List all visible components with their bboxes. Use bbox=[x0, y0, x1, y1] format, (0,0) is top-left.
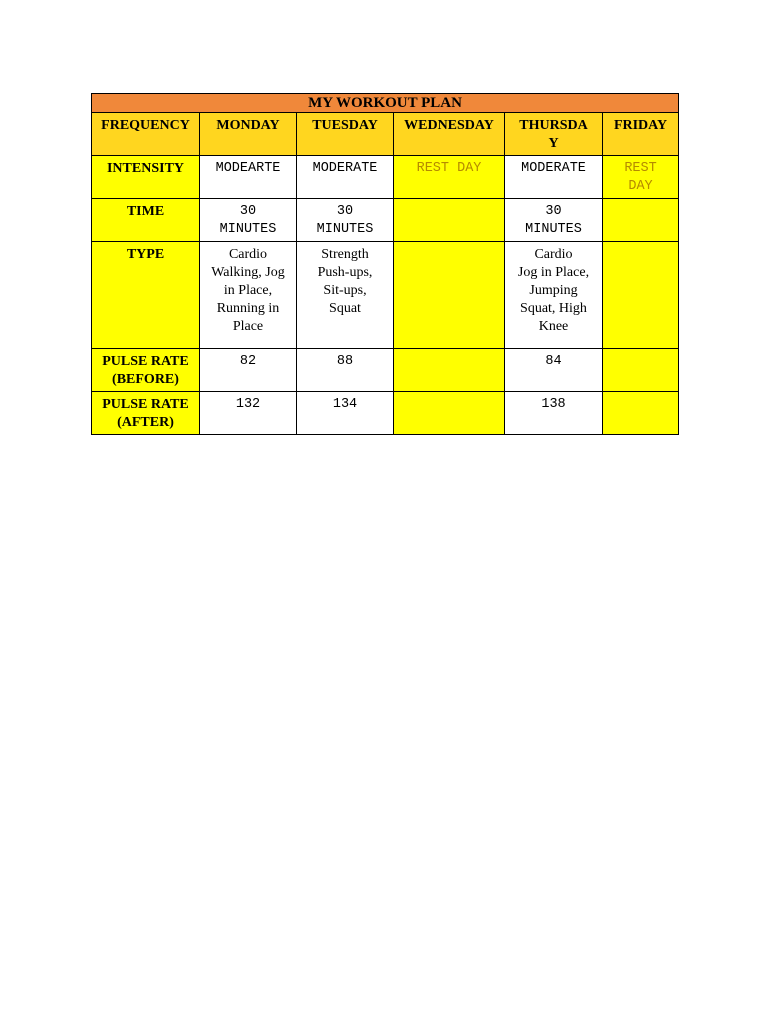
header-row bbox=[92, 113, 679, 156]
type-monday-line: Walking, Jog bbox=[211, 265, 285, 280]
pulse-after-label bbox=[92, 392, 200, 435]
type-row bbox=[92, 242, 679, 349]
type-label: TYPE bbox=[92, 242, 200, 349]
title-row bbox=[92, 94, 679, 113]
time-thursday-line2: MINUTES bbox=[525, 222, 582, 237]
type-thursday-line: Knee bbox=[538, 319, 569, 334]
type-thursday-line: Squat, High bbox=[520, 301, 587, 316]
time-thursday-line1: 30 bbox=[545, 204, 562, 219]
intensity-friday bbox=[603, 156, 679, 199]
header-tuesday: TUESDAY bbox=[297, 113, 394, 156]
header-friday: FRIDAY bbox=[603, 113, 679, 156]
header-wednesday: WEDNESDAY bbox=[394, 113, 505, 156]
table-title: MY WORKOUT PLAN bbox=[92, 94, 679, 113]
pulse-after-tuesday: 134 bbox=[297, 392, 394, 435]
type-monday-line: Place bbox=[232, 319, 264, 334]
header-thursday-line2: Y bbox=[548, 136, 559, 151]
type-monday bbox=[200, 242, 297, 349]
type-thursday-line: Jumping bbox=[529, 283, 578, 298]
time-tuesday bbox=[297, 199, 394, 242]
pulse-after-label-line1: PULSE RATE bbox=[102, 397, 189, 412]
intensity-row bbox=[92, 156, 679, 199]
intensity-tuesday: MODERATE bbox=[297, 156, 394, 199]
type-thursday-line: Cardio bbox=[534, 247, 573, 262]
type-monday-line: in Place, bbox=[223, 283, 273, 298]
pulse-after-thursday: 138 bbox=[505, 392, 603, 435]
pulse-before-monday: 82 bbox=[200, 349, 297, 392]
pulse-before-label bbox=[92, 349, 200, 392]
pulse-before-thursday: 84 bbox=[505, 349, 603, 392]
type-tuesday-line: Strength bbox=[321, 247, 369, 262]
time-friday bbox=[603, 199, 679, 242]
header-thursday bbox=[505, 113, 603, 156]
time-label: TIME bbox=[92, 199, 200, 242]
workout-plan-table bbox=[91, 93, 679, 435]
type-tuesday-line: Squat bbox=[329, 301, 361, 316]
time-tuesday-line1: 30 bbox=[336, 204, 354, 219]
type-wednesday bbox=[394, 242, 505, 349]
type-tuesday-line: Push-ups, bbox=[317, 265, 373, 280]
header-thursday-line1: THURSDA bbox=[519, 118, 588, 133]
time-thursday bbox=[505, 199, 603, 242]
intensity-thursday: MODERATE bbox=[505, 156, 603, 199]
time-monday-line2: MINUTES bbox=[219, 222, 277, 237]
intensity-friday-line1: REST bbox=[624, 161, 657, 176]
time-monday-line1: 30 bbox=[239, 204, 257, 219]
time-row bbox=[92, 199, 679, 242]
type-monday-line: Cardio bbox=[228, 247, 268, 262]
pulse-before-friday bbox=[603, 349, 679, 392]
type-thursday-line: Jog in Place, bbox=[517, 265, 590, 280]
pulse-after-friday bbox=[603, 392, 679, 435]
type-tuesday bbox=[297, 242, 394, 349]
time-tuesday-line2: MINUTES bbox=[316, 222, 374, 237]
pulse-before-tuesday: 88 bbox=[297, 349, 394, 392]
header-monday: MONDAY bbox=[200, 113, 297, 156]
pulse-before-wednesday bbox=[394, 349, 505, 392]
type-monday-line: Running in bbox=[216, 301, 280, 316]
pulse-after-row bbox=[92, 392, 679, 435]
intensity-monday: MODEARTE bbox=[200, 156, 297, 199]
pulse-before-label-line1: PULSE RATE bbox=[102, 354, 189, 369]
type-thursday bbox=[505, 242, 603, 349]
pulse-after-monday: 132 bbox=[200, 392, 297, 435]
pulse-before-label-line2: (BEFORE) bbox=[112, 372, 179, 387]
pulse-before-row bbox=[92, 349, 679, 392]
pulse-after-label-line2: (AFTER) bbox=[117, 415, 174, 430]
intensity-friday-line2: DAY bbox=[628, 179, 653, 194]
time-wednesday bbox=[394, 199, 505, 242]
pulse-after-wednesday bbox=[394, 392, 505, 435]
intensity-label: INTENSITY bbox=[92, 156, 200, 199]
time-monday bbox=[200, 199, 297, 242]
type-friday bbox=[603, 242, 679, 349]
intensity-wednesday: REST DAY bbox=[394, 156, 505, 199]
type-tuesday-line: Sit-ups, bbox=[323, 283, 367, 298]
header-frequency: FREQUENCY bbox=[92, 113, 200, 156]
